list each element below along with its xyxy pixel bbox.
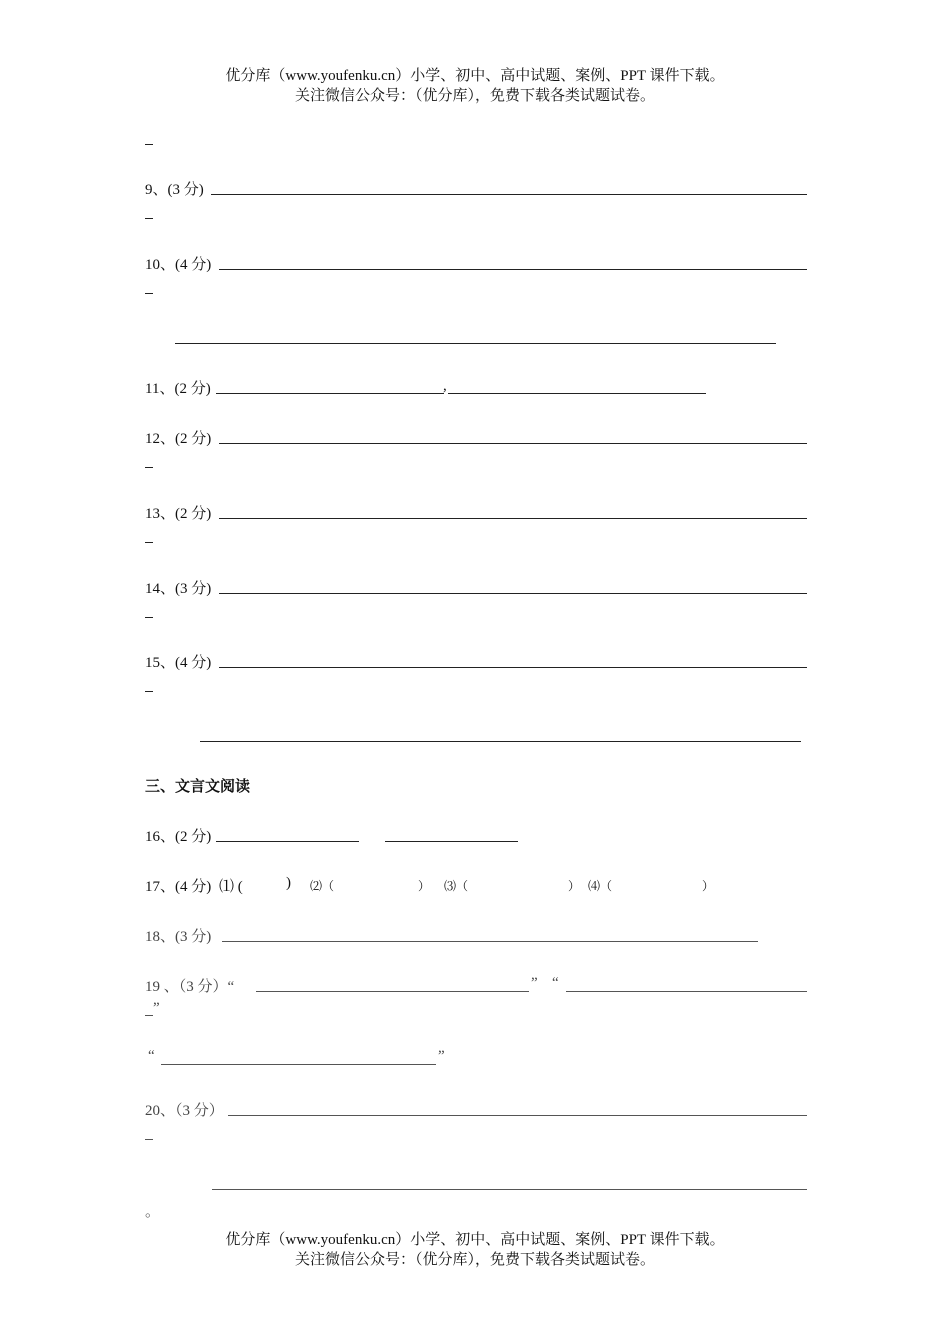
section-heading: 三、文言文阅读 bbox=[145, 777, 251, 795]
question-10-label: 10、(4 分) bbox=[145, 257, 212, 273]
answer-line-q19-c[interactable] bbox=[161, 1064, 436, 1065]
comma-separator: , bbox=[443, 378, 447, 394]
q17-part3-open: ⑶（ bbox=[444, 879, 469, 893]
q17-part1-open: ⑴ ( bbox=[219, 879, 243, 895]
answer-line-q11-b[interactable] bbox=[448, 393, 706, 394]
answer-line-q19-b[interactable] bbox=[566, 991, 807, 992]
question-14-label: 14、(3 分) bbox=[145, 581, 212, 597]
question-12-label: 12、(2 分) bbox=[145, 431, 212, 447]
q19-line2-quote-close: ” bbox=[153, 1000, 160, 1016]
question-16-label: 16、(2 分) bbox=[145, 829, 212, 845]
continuation-dash bbox=[145, 293, 153, 294]
answer-line-q18[interactable] bbox=[222, 941, 758, 942]
q19-line3-quote-close: ” bbox=[438, 1048, 445, 1064]
answer-line-q13[interactable] bbox=[219, 518, 807, 519]
question-11-label: 11、(2 分) bbox=[145, 381, 211, 397]
question-17-label: 17、(4 分) bbox=[145, 879, 212, 895]
q19-quote-open: “ bbox=[552, 975, 559, 991]
continuation-dash bbox=[145, 617, 153, 618]
answer-line-q12[interactable] bbox=[219, 443, 807, 444]
q17-part2-open: ⑵（ bbox=[310, 879, 335, 893]
q17-part4-close: ） bbox=[702, 879, 715, 893]
question-18-label: 18、(3 分) bbox=[145, 929, 212, 945]
answer-line-q20-2[interactable] bbox=[212, 1189, 807, 1190]
continuation-dash bbox=[145, 542, 153, 543]
q17-part1-close: ) bbox=[286, 875, 291, 891]
answer-line-q16-a[interactable] bbox=[216, 841, 359, 842]
end-mark: 。 bbox=[145, 1204, 161, 1220]
page-header-line1: 优分库（www.youfenku.cn）小学、初中、高中试题、案例、PPT 课件下载。 bbox=[225, 68, 725, 84]
q19-line3-quote-open: “ bbox=[148, 1048, 155, 1064]
continuation-dash bbox=[145, 1139, 153, 1140]
answer-line-q20[interactable] bbox=[228, 1115, 807, 1116]
page-header-line2: 关注微信公众号：（优分库），免费下载各类试题试卷。 bbox=[294, 88, 655, 104]
answer-line-q14[interactable] bbox=[219, 593, 807, 594]
question-9-label: 9、(3 分) bbox=[145, 182, 204, 198]
question-19-label: 19 、（3 分）“ bbox=[145, 979, 235, 995]
q17-part3-close: ） bbox=[568, 879, 581, 893]
q17-part4-open: ⑷（ bbox=[588, 879, 613, 893]
answer-line-q10[interactable] bbox=[219, 269, 807, 270]
question-15-label: 15、(4 分) bbox=[145, 655, 212, 671]
answer-line-q10-2[interactable] bbox=[175, 343, 776, 344]
answer-line-q9[interactable] bbox=[211, 194, 807, 195]
continuation-dash bbox=[145, 1015, 153, 1016]
answer-line-q11-a[interactable] bbox=[216, 393, 444, 394]
page-footer-line2: 关注微信公众号：（优分库），免费下载各类试题试卷。 bbox=[294, 1252, 655, 1268]
q19-quote-close: ” bbox=[531, 975, 538, 991]
question-20-label: 20、（3 分） bbox=[145, 1103, 224, 1119]
answer-line-q16-b[interactable] bbox=[385, 841, 518, 842]
answer-line-q15[interactable] bbox=[219, 667, 807, 668]
continuation-dash bbox=[145, 691, 153, 692]
q17-part2-close: ） bbox=[418, 879, 431, 893]
answer-line-q19-a[interactable] bbox=[256, 991, 529, 992]
answer-line-q15-2[interactable] bbox=[200, 741, 801, 742]
page-footer-line1: 优分库（www.youfenku.cn）小学、初中、高中试题、案例、PPT 课件下载。 bbox=[225, 1232, 725, 1248]
question-13-label: 13、(2 分) bbox=[145, 506, 212, 522]
continuation-dash bbox=[145, 144, 153, 145]
continuation-dash bbox=[145, 467, 153, 468]
continuation-dash bbox=[145, 218, 153, 219]
